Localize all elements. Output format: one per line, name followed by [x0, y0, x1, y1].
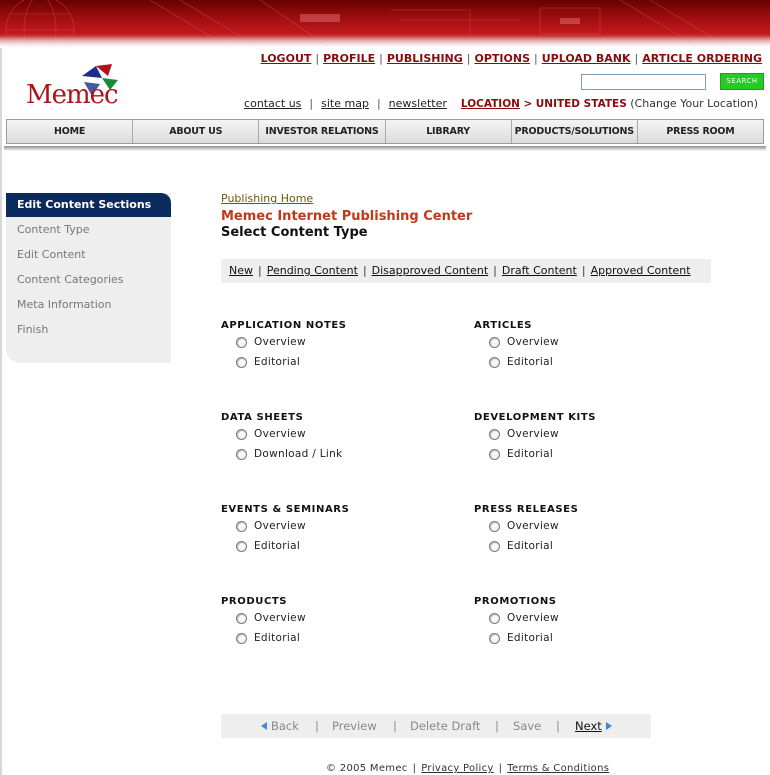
option-row: [236, 352, 451, 372]
page-left-border: [0, 48, 2, 775]
profile-link[interactable]: PROFILE: [323, 52, 376, 65]
option-row: [236, 424, 451, 444]
wizard-separator: |: [315, 719, 319, 733]
copyright: © 2005 Memec: [326, 763, 408, 774]
sidebar-heading: Edit Content Sections: [6, 193, 171, 217]
radio-button[interactable]: [236, 613, 247, 624]
tab-new[interactable]: New: [229, 264, 253, 277]
option-row: [489, 352, 704, 372]
option-row: [489, 536, 704, 556]
option-row: [236, 536, 451, 556]
save-button[interactable]: Save: [513, 719, 542, 733]
option-label: Editorial: [254, 356, 301, 368]
option-row: [489, 424, 704, 444]
wizard-separator: |: [556, 719, 560, 733]
options-link[interactable]: OPTIONS: [474, 52, 530, 65]
page-subtitle: Select Content Type: [221, 225, 368, 240]
footer: [326, 763, 609, 774]
option-label: Overview: [507, 428, 559, 440]
option-row: [236, 608, 451, 628]
radio-button[interactable]: [489, 429, 500, 440]
content-status-tabs: New | Pending Content | Disapproved Content | Draft Content | Approved Content: [221, 259, 711, 283]
utility-links: contact us | site map | newsletter LOCATION > UNITED STATES (Change Your Location): [244, 97, 758, 110]
next-label: Next: [575, 719, 602, 733]
option-label: Editorial: [507, 448, 554, 460]
header-banner: [0, 0, 770, 48]
nav-shadow: [4, 146, 766, 151]
tab-disapproved-content[interactable]: Disapproved Content: [371, 264, 489, 277]
option-label: Overview: [254, 520, 306, 532]
section-title: EVENTS & SEMINARS: [221, 504, 350, 515]
banner-fade: [0, 36, 770, 48]
edit-sections-sidebar: [6, 193, 171, 363]
option-label: Overview: [507, 336, 559, 348]
nav-about-us[interactable]: ABOUT US: [133, 120, 259, 143]
radio-button[interactable]: [489, 633, 500, 644]
section-title: ARTICLES: [474, 320, 533, 331]
option-label: Editorial: [507, 540, 554, 552]
section-products: [221, 595, 451, 648]
option-label: Overview: [254, 428, 306, 440]
wizard-separator: |: [393, 719, 397, 733]
arrow-right-icon: [606, 722, 612, 730]
nav-home[interactable]: HOME: [7, 120, 133, 143]
option-label: Overview: [507, 520, 559, 532]
site-map-link[interactable]: site map: [321, 97, 369, 110]
option-label: Download / Link: [254, 448, 343, 460]
radio-button[interactable]: [489, 449, 500, 460]
nav-library[interactable]: LIBRARY: [386, 120, 512, 143]
location-arrow: >: [523, 98, 533, 110]
section-title: PRODUCTS: [221, 596, 288, 607]
radio-button[interactable]: [236, 449, 247, 460]
back-label: Back: [271, 719, 299, 733]
newsletter-link[interactable]: newsletter: [388, 97, 447, 110]
section-title: DEVELOPMENT KITS: [474, 412, 597, 423]
nav-products-solutions[interactable]: PRODUCTS/SOLUTIONS: [512, 120, 638, 143]
option-row: [489, 628, 704, 648]
upload-bank-link[interactable]: UPLOAD BANK: [541, 52, 631, 65]
search-button[interactable]: SEARCH: [720, 73, 764, 90]
option-row: [489, 444, 704, 464]
sidebar-item-meta-information[interactable]: Meta Information: [17, 298, 112, 311]
radio-button[interactable]: [236, 357, 247, 368]
radio-button[interactable]: [489, 521, 500, 532]
memec-logo[interactable]: [26, 62, 126, 112]
location-link[interactable]: LOCATION: [460, 98, 520, 110]
option-row: [236, 332, 451, 352]
next-button[interactable]: [575, 714, 612, 738]
terms-conditions-link[interactable]: Terms & Conditions: [507, 763, 610, 774]
tab-pending-content[interactable]: Pending Content: [266, 264, 358, 277]
section-development-kits: [474, 411, 704, 464]
contact-us-link[interactable]: contact us: [244, 97, 302, 110]
option-row: [489, 608, 704, 628]
radio-button[interactable]: [236, 521, 247, 532]
preview-button[interactable]: Preview: [332, 719, 377, 733]
radio-button[interactable]: [236, 429, 247, 440]
page-title: Memec Internet Publishing Center: [221, 209, 473, 224]
wizard-separator: |: [495, 719, 499, 733]
sidebar-item-content-categories[interactable]: Content Categories: [17, 273, 124, 286]
tab-draft-content[interactable]: Draft Content: [501, 264, 577, 277]
radio-button[interactable]: [236, 633, 247, 644]
option-row: [236, 628, 451, 648]
breadcrumb-publishing-home[interactable]: Publishing Home: [221, 192, 314, 205]
section-application-notes: [221, 319, 451, 372]
option-row: [489, 332, 704, 352]
arrow-left-icon: [261, 722, 267, 730]
publishing-link[interactable]: PUBLISHING: [386, 52, 463, 65]
option-label: Overview: [254, 612, 306, 624]
option-label: Editorial: [254, 632, 301, 644]
radio-button[interactable]: [489, 357, 500, 368]
radio-button[interactable]: [236, 337, 247, 348]
radio-button[interactable]: [489, 613, 500, 624]
option-label: Editorial: [507, 632, 554, 644]
back-button[interactable]: [261, 714, 299, 738]
section-title: DATA SHEETS: [221, 412, 304, 423]
privacy-policy-link[interactable]: Privacy Policy: [421, 763, 494, 774]
account-links: LOGOUT | PROFILE | PUBLISHING | OPTIONS | UPLOAD BANK | ARTICLE ORDERING: [260, 52, 762, 65]
section-articles: [474, 319, 704, 372]
nav-press-room[interactable]: PRESS ROOM: [666, 126, 735, 137]
change-location-link[interactable]: (Change Your Location): [630, 97, 758, 110]
section-events-seminars: [221, 503, 451, 556]
logo-text: Memec: [26, 80, 118, 110]
option-label: Editorial: [254, 540, 301, 552]
main-nav: [6, 119, 764, 144]
option-label: Editorial: [507, 356, 554, 368]
option-label: Overview: [507, 612, 559, 624]
section-title: APPLICATION NOTES: [221, 320, 347, 331]
sidebar-item-edit-content[interactable]: Edit Content: [17, 248, 86, 261]
section-press-releases: [474, 503, 704, 556]
article-ordering-link[interactable]: ARTICLE ORDERING: [642, 52, 762, 65]
radio-button[interactable]: [236, 541, 247, 552]
option-row: [236, 516, 451, 536]
sidebar-item-finish[interactable]: Finish: [17, 323, 49, 336]
logout-link[interactable]: LOGOUT: [260, 52, 312, 65]
section-title: PRESS RELEASES: [474, 504, 579, 515]
sidebar-item-content-type[interactable]: Content Type: [17, 223, 90, 236]
radio-button[interactable]: [489, 541, 500, 552]
delete-draft-button[interactable]: Delete Draft: [410, 719, 481, 733]
radio-button[interactable]: [489, 337, 500, 348]
wizard-nav-bar: [221, 714, 651, 738]
search-input[interactable]: [581, 74, 706, 90]
footer-separator: |: [412, 763, 417, 774]
option-row: [236, 444, 451, 464]
nav-investor-relations[interactable]: INVESTOR RELATIONS: [259, 120, 385, 143]
section-promotions: [474, 595, 704, 648]
tab-approved-content[interactable]: Approved Content: [590, 264, 691, 277]
section-title: PROMOTIONS: [474, 596, 557, 607]
footer-separator: |: [498, 763, 503, 774]
option-row: [489, 516, 704, 536]
section-data-sheets: [221, 411, 451, 464]
current-country: UNITED STATES: [535, 98, 627, 110]
option-label: Overview: [254, 336, 306, 348]
